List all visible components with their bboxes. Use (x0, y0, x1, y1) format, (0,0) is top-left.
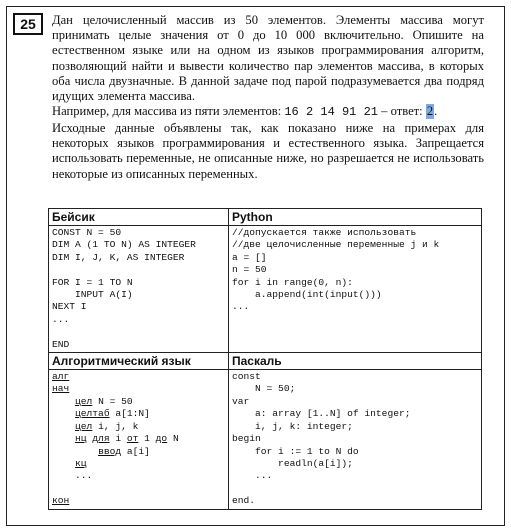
code-basic: CONST N = 50 DIM A (1 TO N) AS INTEGER DIM I, J, K, AS INTEGER FOR I = 1 TO N INPUT A(I) NEXT I ... END (52, 227, 196, 350)
header-algo: Алгоритмический язык (49, 353, 229, 370)
code-table (48, 208, 482, 510)
cell-algo (49, 370, 229, 509)
task-conditions: Исходные данные объявлены так, как показано ниже на примерах для некоторых языков программирования и естественного языка. Запрещается использовать переменные, не описанные ниже, но разрешается не использовать некоторые из описанных переменных. (52, 121, 484, 181)
example-suffix: . (434, 104, 438, 118)
cell-python (229, 226, 482, 353)
code-algo: алг нач цел N = 50 целтаб a[1:N] цел i, j, k нц для i от 1 до N ввод a[i] кц ... кон (52, 371, 179, 507)
header-pascal: Паскаль (229, 353, 482, 370)
code-pascal: const N = 50; var a: array [1..N] of integer; i, j, k: integer; begin for i := 1 to N do readln(a[i]); ... end. (232, 371, 411, 507)
header-basic: Бейсик (49, 209, 229, 226)
example-prefix: Например, для массива из пяти элементов: (52, 104, 285, 118)
task-statement: Дан целочисленный массив из 50 элементов. Элементы массива могут принимать целые значения от 0 до 10 000 включительно. Опишите на естественном языке или на одном из языков программирования алгоритм, позволяющий найти и вывести количество пар элементов массива, в которых оба числа двузначные. В данной задаче под парой подразумевается два подряд идущих элемента массива. (52, 13, 484, 104)
example-array: 16 2 14 91 21 (284, 105, 378, 119)
cell-pascal (229, 370, 482, 509)
cell-basic (49, 226, 229, 353)
example-answer: 2 (426, 104, 434, 118)
task-number: 25 (13, 13, 43, 35)
header-python: Python (229, 209, 482, 226)
code-python: //допускается также использовать //две целочисленные переменные j и k a = [] n = 50 for i in range(0, n): a.append(int(input())) ... (232, 227, 440, 313)
example-answer-sep: – ответ: (377, 104, 426, 118)
example-line (52, 104, 437, 120)
